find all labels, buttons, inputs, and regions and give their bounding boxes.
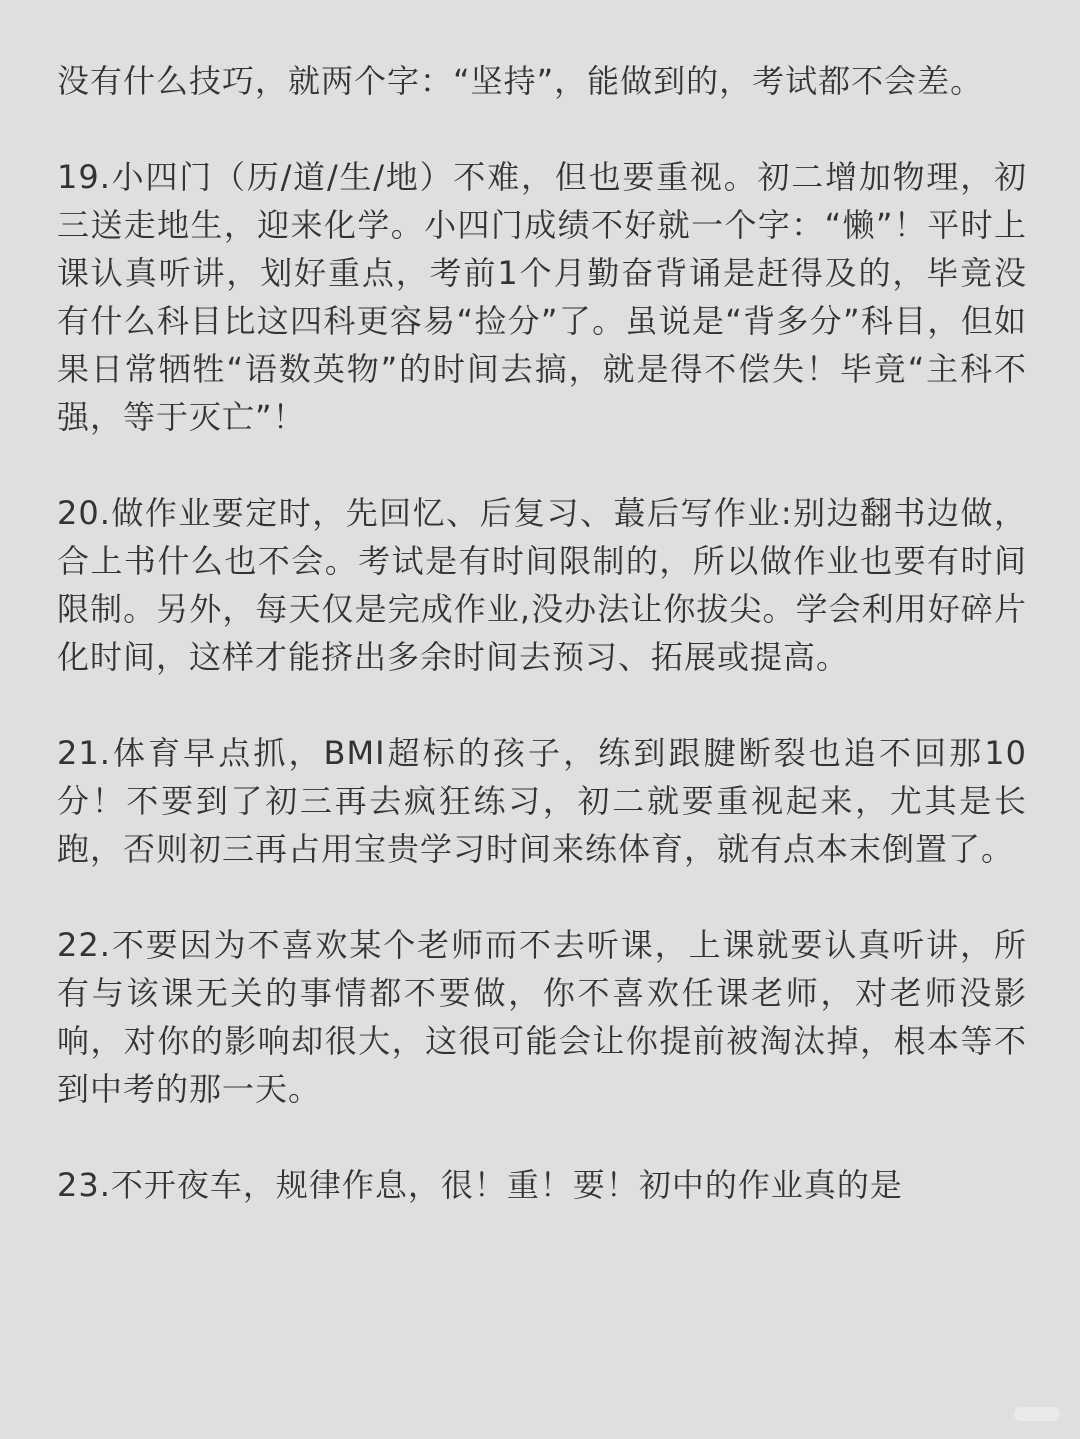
paragraph-intro: 没有什么技巧，就两个字：“坚持”，能做到的，考试都不会差。 <box>57 62 984 100</box>
paragraph-23: 23.不开夜车，规律作息，很！重！要！初中的作业真的是 <box>57 1166 903 1204</box>
paragraph-20: 20.做作业要定时，先回忆、后复习、蕞后写作业:别边翻书边做，合上书什么也不会。考试是有时间限制的，所以做作业也要有时间限制。另外，每天仅是完成作业,没办法让你拔尖。学会利用好碎片化时间，这样才能挤出多余时间去预习、拓展或提高。 <box>57 494 1027 676</box>
paragraph-21: 21.体育早点抓，BMI超标的孩子，练到跟腱断裂也追不回那10分！不要到了初三再去疯狂练习，初二就要重视起来，尤其是长跑，否则初三再占用宝贵学习时间来练体育，就有点本末倒置了。 <box>57 734 1027 868</box>
paragraph-19: 19.小四门（历/道/生/地）不难，但也要重视。初二增加物理，初三送走地生，迎来化学。小四门成绩不好就一个字：“懒”！平时上课认真听讲，划好重点，考前1个月勤奋背诵是赶得及的，毕竟没有什么科目比这四科更容易“捡分”了。虽说是“背多分”科目，但如果日常牺牲“语数英物”的时间去搞，就是得不偿失！毕竟“主科不强，等于灭亡”！ <box>57 158 1027 436</box>
paragraph-22: 22.不要因为不喜欢某个老师而不去听课，上课就要认真听讲，所有与该课无关的事情都不要做，你不喜欢任课老师，对老师没影响，对你的影响却很大，这很可能会让你提前被淘汰掉，根本等不到中考的那一天。 <box>57 926 1027 1108</box>
watermark-mark <box>1014 1407 1060 1421</box>
article-body <box>57 57 1027 1209</box>
